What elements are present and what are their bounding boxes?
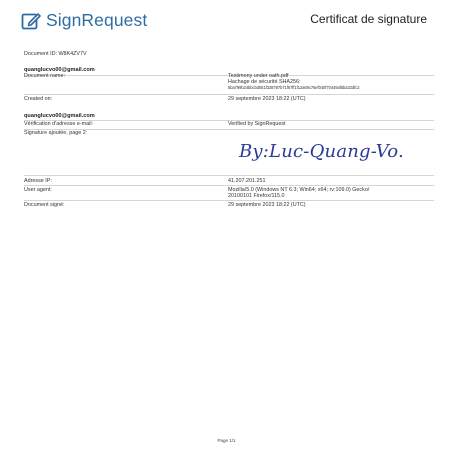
certificate-header [21, 10, 433, 32]
user-agent-label: User agent: [24, 187, 52, 193]
verification-value: Verified by SignRequest [228, 121, 286, 127]
signrequest-logo [21, 10, 147, 31]
page-title: Certificat de signature [310, 12, 427, 26]
divider [24, 94, 434, 95]
verification-label: Vérification d'adresse e-mail: [24, 121, 94, 127]
divider [24, 175, 434, 176]
signed-label: Document signé: [24, 202, 65, 208]
signature-image: By:Luc-Quang-Vo. [239, 141, 404, 162]
page-number: Page 1/1 [217, 438, 236, 443]
document-name-label: Document name: [24, 73, 66, 79]
signed-value: 29 septembre 2023 18:22 (UTC) [228, 202, 306, 208]
user-agent-value [228, 187, 433, 199]
ip-label: Adresse IP: [24, 178, 52, 184]
created-label: Created on: [24, 96, 53, 102]
divider [24, 185, 434, 186]
signer-email: quanglucvo00@gmail.com [24, 113, 95, 119]
hash-value: 5ba799b24bbcbd051f328787b71f67ff1f12a69c76ef040f70449af5ba32dfc2 [228, 85, 360, 90]
document-name-block [228, 73, 433, 91]
user-agent-row [24, 187, 434, 201]
divider [24, 200, 434, 201]
user-agent-line: 20100101 Firefox/115.0 [228, 193, 285, 199]
document-owner-email: quanglucvo00@gmail.com [24, 67, 95, 73]
document-name-value: Testimony under oath.pdf [228, 73, 289, 79]
ip-value: 41.207.201.251 [228, 178, 266, 184]
pen-square-icon [21, 11, 41, 31]
created-value: 29 septembre 2023 18:22 (UTC) [228, 96, 306, 102]
document-id: Document ID: W8K4ZV7V [24, 51, 87, 57]
hash-label: Hachage de sécurité SHA256: [228, 79, 301, 85]
signature-label: Signature ajoutée, page 2: [24, 130, 88, 136]
logo-text: SignRequest [46, 10, 148, 30]
user-agent-line: Mozilla/5.0 (Windows NT 6.3; Win64; x64; rv:109.0) Gecko/ [228, 187, 370, 193]
